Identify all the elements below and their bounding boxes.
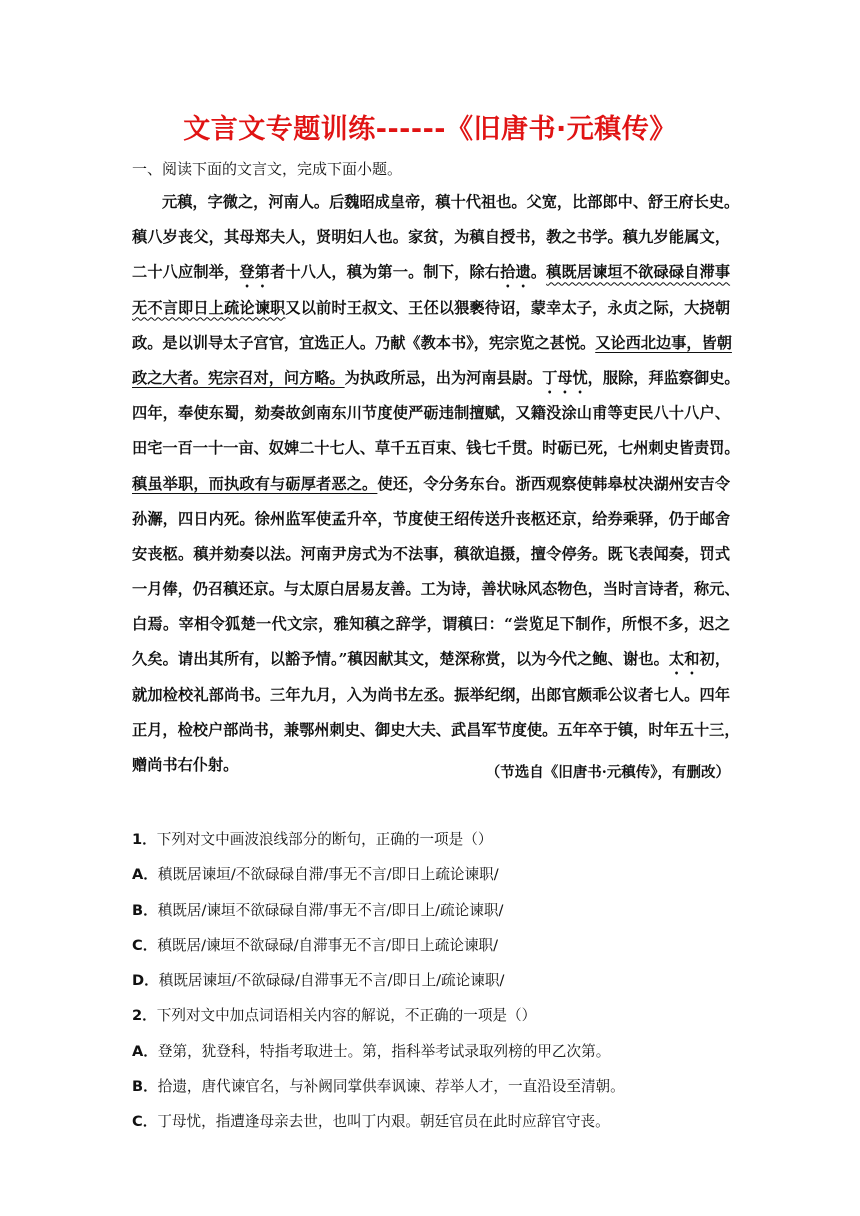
question-text: 拾遗，唐代谏官名，与补阙同掌供奉讽谏、荐举人才，一直沿设至清朝。 bbox=[157, 1078, 625, 1096]
passage-text: 就加检校礼部尚书。三年九月，入为尚书左丞。振举纪纲，出郎官颇乖公议者七人。四年 bbox=[132, 685, 730, 704]
wavy-underlined-text: 稹既居谏垣不欲碌碌自滞事 bbox=[546, 263, 731, 282]
underlined-sentence: 稹虽举职，而执政有与砺厚者恶之。 bbox=[132, 474, 378, 493]
passage-text: 久矣。请出其所有，以豁予情。”稹因献其文，楚深称赏，以为今代之鲍、谢也。 bbox=[132, 650, 669, 669]
question-text: 稹既居谏垣/不欲碌碌自滞/事无不言/即日上疏论谏职/ bbox=[157, 866, 499, 884]
question-number: C． bbox=[132, 1113, 158, 1131]
question-number: 2． bbox=[132, 1007, 157, 1025]
question-text: 稹既居谏垣/不欲碌碌/自滞事无不言/即日上/疏论谏职/ bbox=[158, 972, 505, 990]
passage-line bbox=[132, 326, 730, 361]
passage-line bbox=[132, 572, 740, 607]
answer-option bbox=[132, 1104, 732, 1139]
passage-text: 田宅一百一十一亩、奴婢二十七人、草千五百束、钱七千贯。时砺已死，七州刺史皆责罚。 bbox=[132, 439, 740, 458]
passage-text: ，服除，拜监察御史。 bbox=[587, 368, 740, 387]
passage-text: 元稹，字微之，河南人。后魏昭成皇帝，稹十代祖也。父宽，比部郎中、舒王府长史。 bbox=[162, 193, 740, 211]
passage-text: 使还，令分务东台。浙西观察使韩皋杖决湖州安吉令 bbox=[377, 474, 731, 493]
passage-line bbox=[132, 713, 740, 748]
question-list bbox=[132, 822, 732, 1140]
question-number: B． bbox=[132, 901, 158, 919]
passage-text: 四年，奉使东蜀，劾奏故剑南东川节度使严砺违制擅赋，又籍没涂山甫等吏民八十八户、 bbox=[132, 404, 730, 423]
passage-text: 为执政所忌，出为河南县尉。 bbox=[344, 368, 543, 387]
question-stem bbox=[132, 822, 732, 857]
passage-line bbox=[132, 642, 730, 677]
passage-text: 赠尚书右仆射。 bbox=[132, 756, 239, 774]
passage-line bbox=[132, 396, 730, 431]
question-text: 下列对文中加点词语相关内容的解说，不正确的一项是（） bbox=[156, 1007, 537, 1025]
question-text: 丁母忧，指遭逢母亲去世，也叫丁内艰。朝廷官员在此时应辞官守丧。 bbox=[157, 1113, 610, 1131]
question-text: 下列对文中画波浪线部分的断句，正确的一项是（） bbox=[156, 831, 493, 848]
question-number: A． bbox=[132, 866, 158, 884]
dotted-term: 丁母忧 bbox=[542, 368, 588, 387]
answer-option bbox=[132, 857, 732, 892]
question-text: 稹既居/谏垣不欲碌碌自滞/事无不言/即日上/疏论谏职/ bbox=[157, 901, 504, 919]
question-stem bbox=[132, 998, 732, 1033]
answer-option bbox=[132, 893, 732, 928]
question-number: D． bbox=[132, 972, 159, 990]
answer-option bbox=[132, 963, 732, 998]
question-text: 登第，犹登科，特指考取进士。第，指科举考试录取列榜的甲乙次第。 bbox=[157, 1042, 611, 1060]
passage-text: 又以前时王叔文、王伾以猥褻待诏，蒙幸太子，永贞之际，大挠朝 bbox=[285, 298, 731, 317]
question-number: B． bbox=[132, 1078, 158, 1096]
passage-text: 政。是以训导太子宫官，宜选正人。乃献《教本书》，宪宗览之甚悦。 bbox=[132, 333, 596, 352]
question-number: 1． bbox=[132, 831, 157, 848]
section-heading: 一、阅读下面的文言文，完成下面小题。 bbox=[132, 160, 403, 178]
answer-option bbox=[132, 1069, 732, 1104]
passage-line bbox=[132, 185, 740, 220]
dotted-term: 拾遗 bbox=[500, 263, 531, 282]
passage-text: 者十八人，稹为第一。制下，除右 bbox=[270, 263, 501, 282]
passage-line bbox=[132, 291, 730, 326]
passage-source: （节选自《旧唐书·元稹传》，有删改） bbox=[485, 764, 730, 781]
passage-line bbox=[132, 431, 740, 466]
passage-text: 孙澥，四日内死。徐州监军使孟升卒，节度使王绍传送升丧柩还京，给券乘驿，仍于邮舍 bbox=[132, 509, 730, 528]
underlined-sentence: 又论西北边事，皆朝 bbox=[595, 333, 732, 352]
passage-text: 安丧柩。稹并劾奏以法。河南尹房式为不法事，稹欲追摄，擅令停务。既飞表闻奏，罚式 bbox=[132, 544, 730, 563]
wavy-underlined-text: 无不言即日上疏论谏职 bbox=[132, 298, 286, 317]
passage-text: 稹八岁丧父，其母郑夫人，贤明妇人也。家贫，为稹自授书，教之书学。稹九岁能属文， bbox=[132, 228, 730, 247]
passage-text: 。 bbox=[530, 263, 547, 282]
passage-text: 正月，检校户部尚书，兼鄂州刺史、御史大夫、武昌军节度使。五年卒于镇，时年五十三， bbox=[132, 720, 740, 739]
passage-text: 一月俸，仍召稹还京。与太原白居易友善。工为诗，善状咏风态物色，当时言诗者，称元、 bbox=[132, 580, 740, 599]
passage-line bbox=[132, 220, 730, 255]
document-title: 文言文专题训练------《旧唐书·元稹传》 bbox=[183, 114, 677, 145]
passage-line bbox=[132, 255, 730, 290]
passage-line bbox=[132, 467, 730, 502]
classical-passage bbox=[132, 185, 740, 783]
passage-line bbox=[132, 678, 730, 713]
dotted-term: 太和 bbox=[668, 650, 700, 669]
passage-text: 白焉。宰相令狐楚一代文宗，雅知稹之辞学，谓稹曰：“尝览足下制作，所恨不多，迟之 bbox=[132, 615, 730, 634]
passage-line bbox=[132, 537, 730, 572]
passage-text: 初， bbox=[699, 650, 731, 669]
question-number: C． bbox=[132, 936, 158, 954]
passage-line bbox=[132, 607, 730, 642]
question-number: A． bbox=[132, 1042, 158, 1060]
answer-option bbox=[132, 928, 732, 963]
passage-text: 二十八应制举， bbox=[132, 263, 240, 282]
dotted-term: 登第 bbox=[239, 263, 271, 282]
answer-option bbox=[132, 1034, 732, 1069]
underlined-sentence: 政之大者。宪宗召对，问方略。 bbox=[132, 368, 345, 387]
question-text: 稹既居/谏垣不欲碌碌/自滞事无不言/即日上疏论谏职/ bbox=[157, 936, 499, 954]
passage-line bbox=[132, 361, 740, 396]
passage-line bbox=[132, 502, 730, 537]
